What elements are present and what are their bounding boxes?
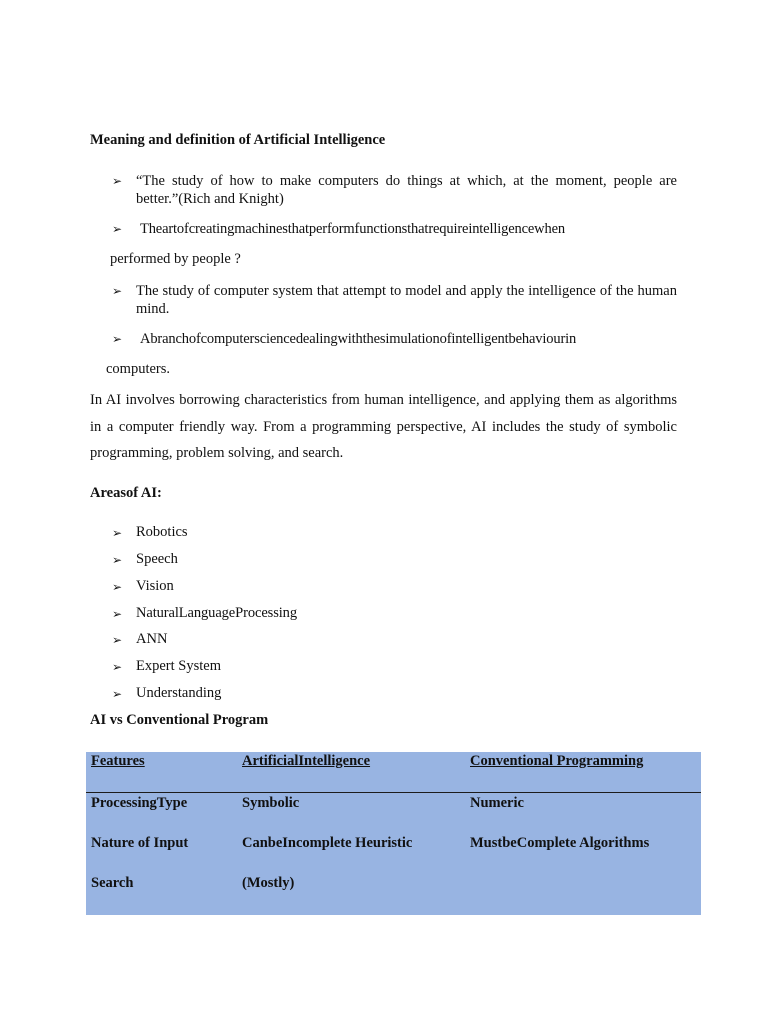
bullet-arrow-icon: ➢	[112, 526, 123, 540]
table-header-features: Features	[91, 753, 145, 769]
section-heading-areas: Areasof AI:	[90, 485, 162, 501]
table-header-ai: ArtificialIntelligence	[242, 753, 371, 769]
area-item-robotics: Robotics	[136, 524, 188, 540]
section-heading-comparison: AI vs Conventional Program	[90, 712, 269, 728]
bullet-arrow-icon: ➢	[112, 580, 123, 594]
definition-bullet-3: The study of computer system that attempt to model and apply the intelligence of the human mind.	[136, 283, 677, 317]
bullet-arrow-icon: ➢	[112, 660, 123, 674]
bullet-arrow-icon: ➢	[112, 284, 123, 298]
area-item-vision: Vision	[136, 578, 174, 594]
area-item-ann: ANN	[136, 631, 168, 647]
area-item-nlp: NaturalLanguageProcessing	[136, 605, 297, 621]
definition-bullet-2: Theartofcreatingmachinesthatperformfunctionsthatrequireintelligencewhen	[140, 221, 565, 237]
bullet-arrow-icon: ➢	[112, 687, 123, 701]
table-header-conventional: Conventional Programming	[470, 753, 644, 769]
table-cell: MustbeComplete Algorithms	[470, 835, 650, 851]
bullet-arrow-icon: ➢	[112, 174, 123, 188]
ai-description-paragraph: In AI involves borrowing characteristics from human intelligence, and applying them as algorithms in a computer friendly way. From a programming perspective, AI includes the study of symbolic programming, problem solving, and search.	[90, 392, 677, 461]
table-cell: Symbolic	[242, 795, 300, 811]
table-cell: (Mostly)	[242, 875, 295, 891]
definition-bullet-4-continued: computers.	[106, 361, 171, 377]
table-cell: Numeric	[470, 795, 524, 811]
table-cell: ProcessingType	[91, 795, 188, 811]
comparison-table	[86, 752, 701, 915]
area-item-understanding: Understanding	[136, 685, 222, 701]
area-item-expert-system: Expert System	[136, 658, 221, 674]
definition-bullet-1: “The study of how to make computers do things at which, at the moment, people are better.”(Rich and Knight)	[136, 173, 677, 207]
area-item-speech: Speech	[136, 551, 178, 567]
bullet-arrow-icon: ➢	[112, 633, 123, 647]
bullet-arrow-icon: ➢	[112, 332, 123, 346]
table-cell: Search	[91, 875, 134, 891]
bullet-arrow-icon: ➢	[112, 607, 123, 621]
table-cell: Nature of Input	[91, 835, 189, 851]
bullet-arrow-icon: ➢	[112, 222, 123, 236]
section-heading-definition: Meaning and definition of Artificial Intelligence	[90, 132, 386, 148]
table-cell: CanbeIncomplete Heuristic	[242, 835, 413, 851]
definition-bullet-2-continued: performed by people ?	[110, 251, 241, 267]
table-divider	[86, 792, 701, 793]
definition-bullet-4: Abranchofcomputersciencedealingwiththesimulationofintelligentbehaviourin	[140, 331, 577, 347]
bullet-arrow-icon: ➢	[112, 553, 123, 567]
